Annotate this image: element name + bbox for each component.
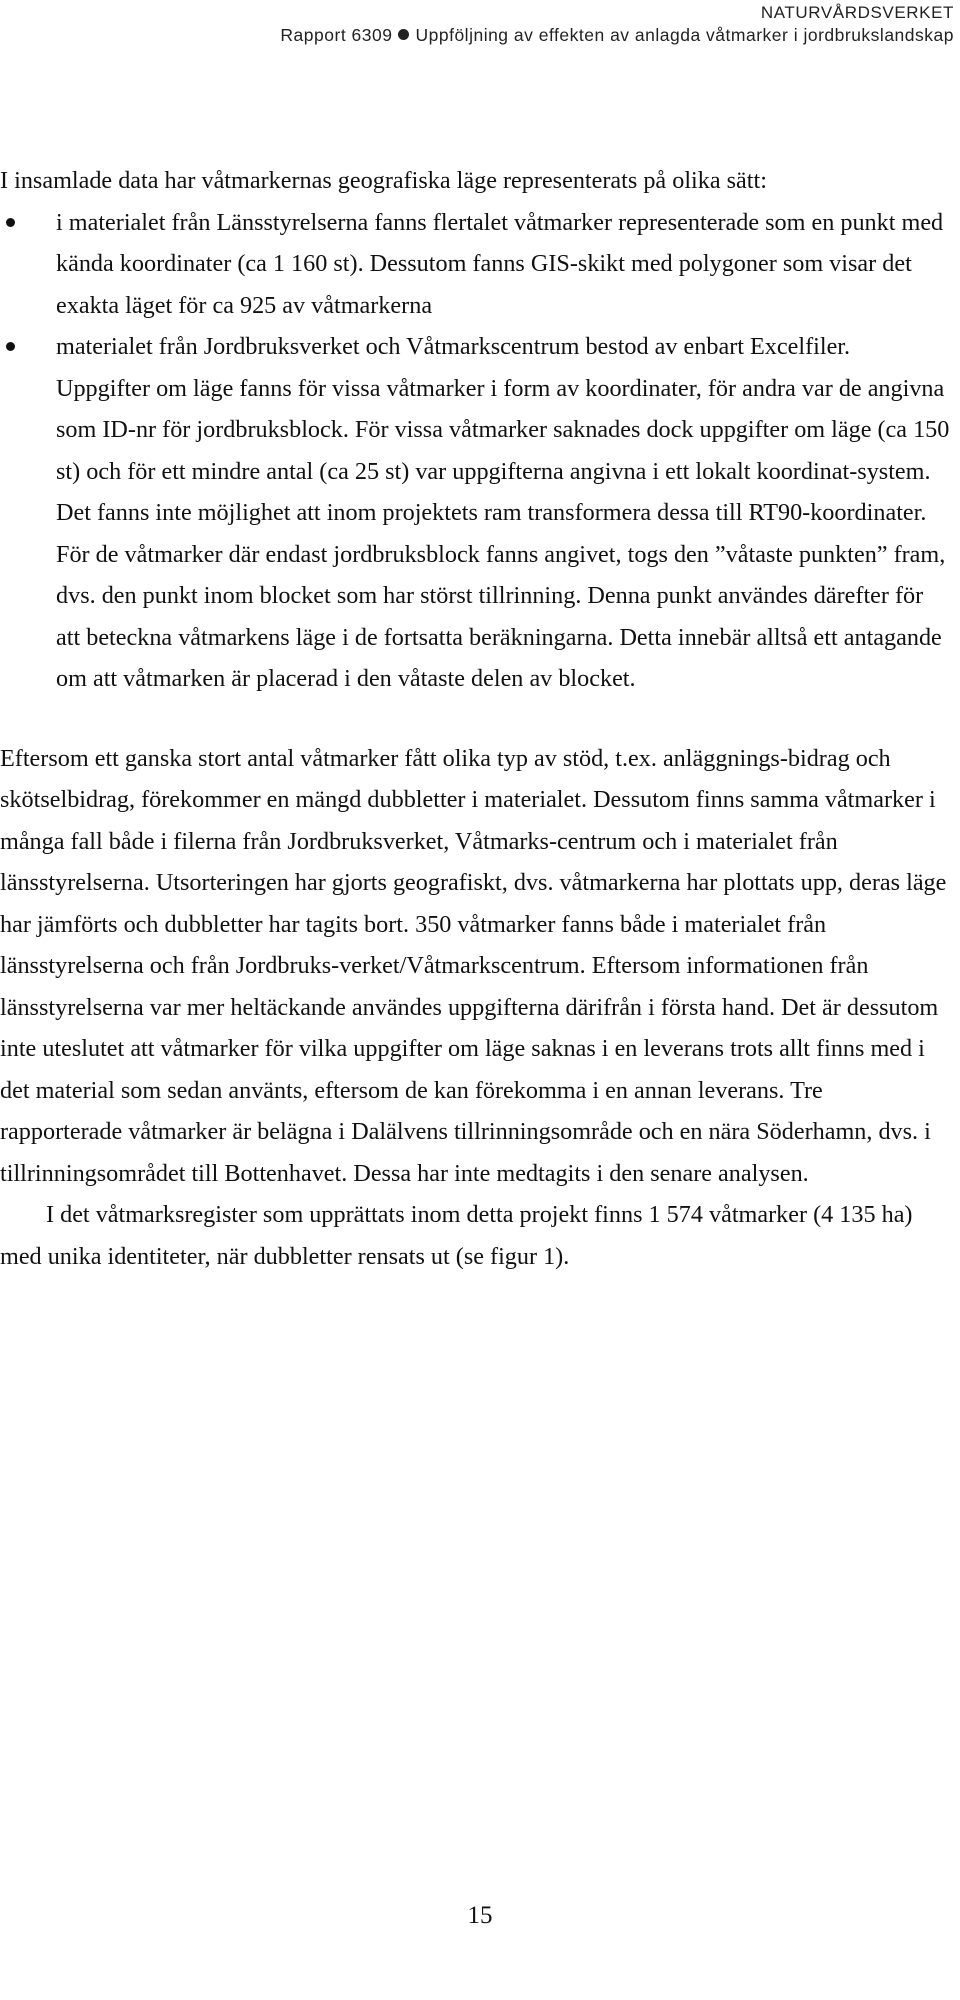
bullet-icon [6, 218, 15, 227]
paragraph: Eftersom ett ganska stort antal våtmarker fått olika typ av stöd, t.ex. anläggnings-bidrag och skötselbidrag, förekommer en mängd dubbletter i materialet. Dessutom finns samma våtmarker i många fall både i filerna från Jordbruksverket, Våtmarks-centrum och i materialet från länsstyrelserna. Utsorteringen har gjorts geografiskt, dvs. våtmarkerna har plottats upp, deras läge har jämförts och dubbletter har tagits bort. 350 våtmarker fanns både i materialet från länsstyrelserna och från Jordbruks-verket/Våtmarkscentrum. Eftersom informationen från länsstyrelserna var mer heltäckande användes uppgifterna därifrån i första hand. Det är dessutom inte uteslutet att våtmarker för vilka uppgifter om läge saknas i en leverans trots allt finns med i det material som sedan använts, eftersom de kan förekomma i en annan leverans. Tre rapporterade våtmarker är belägna i Dalälvens tillrinningsområde och en nära Söderhamn, dvs. i tillrinningsområdet till Bottenhavet. Dessa har inte medtagits i den senare analysen. [0, 744, 947, 1187]
list-item-text: materialet från Jordbruksverket och Våtmarkscentrum bestod av enbart Excelfiler. Uppgifter om läge fanns för vissa våtmarker i form av koordinater, för andra var de angivna som ID-nr för jordbruksblock. För vissa våtmarker saknades dock uppgifter om läge (ca 150 st) och för ett mindre antal (ca 25 st) var uppgifterna angivna i ett lokalt koordinat-system. Det fanns inte möjlighet att inom projektets ram transformera dessa till RT90-koordinater. För de våtmarker där endast jordbruksblock fanns angivet, togs den ”våtaste punkten” fram, dvs. den punkt inom blocket som har störst tillrinning. Denna punkt användes därefter för att beteckna våtmarkens läge i de fortsatta beräkningarna. Detta innebär alltså ett antagande om att våtmarken är placerad i den våtaste delen av blocket. [56, 333, 950, 692]
bullet-icon [6, 342, 15, 351]
list-item-text: i materialet från Länsstyrelserna fanns flertalet våtmarker representerade som en punkt med kända koordinater (ca 1 160 st). Dessutom fanns GIS-skikt med polygoner som visar det exakta läget för ca 925 av våtmarkerna [56, 208, 944, 319]
report-line [280, 24, 954, 46]
organization-name: NATURVÅRDSVERKET [760, 3, 954, 22]
list-item [0, 326, 950, 700]
bullet-list [0, 202, 950, 700]
intro-paragraph: I insamlade data har våtmarkernas geografiska läge representerats på olika sätt: [0, 167, 767, 194]
report-number: Rapport 6309 [280, 25, 393, 45]
paragraph: I det våtmarksregister som upprättats inom detta projekt finns 1 574 våtmarker (4 135 ha) med unika identiteter, när dubbletter rensats ut (se figur 1). [0, 1201, 913, 1270]
bullet-separator-icon [398, 29, 409, 40]
body-text [0, 160, 950, 1277]
page-number: 15 [467, 1902, 493, 1929]
report-title: Uppföljning av effekten av anlagda våtmarker i jordbrukslandskap [415, 25, 954, 45]
list-item [0, 202, 950, 327]
page-header [280, 0, 954, 46]
